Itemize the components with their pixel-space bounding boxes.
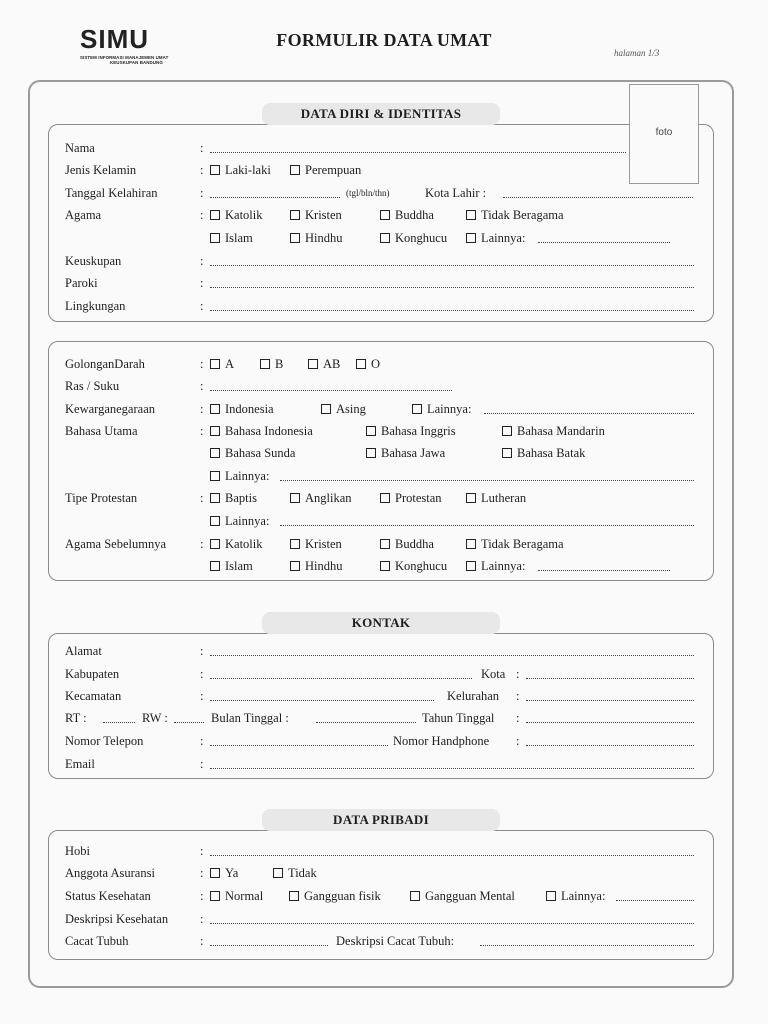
option-label: Lutheran <box>481 491 527 505</box>
checkbox[interactable] <box>210 493 220 503</box>
field-lingkungan[interactable] <box>210 310 694 311</box>
label-asuransi: Anggota Asuransi <box>65 866 155 880</box>
option-bahasa-batak[interactable] <box>502 444 585 462</box>
option-lutheran[interactable] <box>466 489 526 507</box>
checkbox[interactable] <box>546 891 556 901</box>
colon: : <box>200 866 204 880</box>
checkbox[interactable] <box>210 448 220 458</box>
checkbox[interactable] <box>502 426 512 436</box>
field-alamat[interactable] <box>210 655 694 656</box>
colon: : <box>516 711 520 725</box>
row-agama-sebelumnya <box>0 535 768 553</box>
label-telepon: Nomor Telepon <box>65 734 144 748</box>
checkbox[interactable] <box>290 561 300 571</box>
field-email[interactable] <box>210 768 694 769</box>
option-label: Baptis <box>225 491 257 505</box>
option-normal[interactable] <box>210 887 263 905</box>
option-hindhu[interactable] <box>290 229 343 247</box>
row-nama <box>0 139 768 157</box>
field-hobi[interactable] <box>210 855 694 856</box>
row-telepon <box>0 732 768 750</box>
row-ras <box>0 377 768 395</box>
option-protestan-lainnya[interactable] <box>210 512 269 530</box>
option-label: Laki-laki <box>225 163 271 177</box>
label-agama: Agama <box>65 208 102 222</box>
option-label: B <box>275 357 284 371</box>
label-rw: RW : <box>142 711 168 725</box>
field-deskripsi-cacat[interactable] <box>480 945 694 946</box>
field-protestan-lainnya[interactable] <box>280 525 694 526</box>
option-label: Lainnya: <box>427 402 472 416</box>
checkbox[interactable] <box>210 539 220 549</box>
option-label: Lainnya: <box>481 559 526 573</box>
colon: : <box>516 689 520 703</box>
colon: : <box>200 537 204 551</box>
label-keuskupan: Keuskupan <box>65 254 122 268</box>
label-nama: Nama <box>65 141 95 155</box>
field-kewarganegaraan-lainnya[interactable] <box>484 413 694 414</box>
option-label: Katolik <box>225 208 263 222</box>
checkbox[interactable] <box>290 493 300 503</box>
checkbox[interactable] <box>380 539 390 549</box>
field-kota[interactable] <box>526 678 694 679</box>
option-label: Kristen <box>305 208 342 222</box>
option-label: Hindhu <box>305 559 343 573</box>
option-label: Kristen <box>305 537 342 551</box>
row-bahasa-2 <box>0 444 768 462</box>
checkbox[interactable] <box>380 561 390 571</box>
field-kota-lahir[interactable] <box>503 197 693 198</box>
checkbox[interactable] <box>366 448 376 458</box>
row-bahasa <box>0 422 768 440</box>
section-title-contact: KONTAK <box>262 612 500 634</box>
colon: : <box>516 667 520 681</box>
option-protestan[interactable] <box>380 489 442 507</box>
checkbox[interactable] <box>210 868 220 878</box>
colon: : <box>200 734 204 748</box>
logo-text: SIMU <box>80 24 149 54</box>
colon: : <box>200 357 204 371</box>
label-deskripsi-cacat: Deskripsi Cacat Tubuh: <box>336 934 455 948</box>
colon: : <box>200 379 204 393</box>
checkbox[interactable] <box>290 165 300 175</box>
checkbox[interactable] <box>273 868 283 878</box>
option-indonesia[interactable] <box>210 400 274 418</box>
checkbox[interactable] <box>210 359 220 369</box>
label-agama-sebelumnya: Agama Sebelumnya <box>65 537 167 551</box>
option-bahasa-indonesia[interactable] <box>210 422 313 440</box>
label-tipe-protestan: Tipe Protestan <box>65 491 138 505</box>
option-gangguan-fisik[interactable] <box>289 887 381 905</box>
checkbox[interactable] <box>210 165 220 175</box>
page-number: halaman 1/3 <box>614 48 660 58</box>
checkbox[interactable] <box>210 561 220 571</box>
checkbox[interactable] <box>210 210 220 220</box>
label-cacat-tubuh: Cacat Tubuh <box>65 934 129 948</box>
field-bulan-tinggal[interactable] <box>316 722 416 723</box>
field-handphone[interactable] <box>526 745 694 746</box>
option-asing[interactable] <box>321 400 366 418</box>
label-ras: Ras / Suku <box>65 379 120 393</box>
checkbox[interactable] <box>412 404 422 414</box>
label-rt: RT : <box>65 711 87 725</box>
field-tanggal-lahir[interactable] <box>210 197 340 198</box>
field-deskripsi-kesehatan[interactable] <box>210 923 694 924</box>
option-ya[interactable] <box>210 864 238 882</box>
colon: : <box>200 912 204 926</box>
field-tahun-tinggal[interactable] <box>526 722 694 723</box>
colon: : <box>516 734 520 748</box>
colon: : <box>200 276 204 290</box>
option-tidak-beragama[interactable] <box>466 206 564 224</box>
row-kewarganegaraan <box>0 400 768 418</box>
section-title-identity: DATA DIRI & IDENTITAS <box>262 103 500 125</box>
checkbox[interactable] <box>366 426 376 436</box>
label-paroki: Paroki <box>65 276 98 290</box>
checkbox[interactable] <box>210 471 220 481</box>
option-label: Indonesia <box>225 402 274 416</box>
option-perempuan[interactable] <box>290 161 361 179</box>
field-paroki[interactable] <box>210 287 694 288</box>
row-cacat-tubuh <box>0 932 768 950</box>
option-lainnya[interactable] <box>466 229 525 247</box>
colon: : <box>200 402 204 416</box>
checkbox[interactable] <box>410 891 420 901</box>
colon: : <box>200 141 204 155</box>
option-bahasa-lainnya[interactable] <box>210 467 269 485</box>
row-tipe-protestan-2 <box>0 512 768 530</box>
option-label: O <box>371 357 381 371</box>
option-islam[interactable] <box>210 557 253 575</box>
row-alamat <box>0 642 768 660</box>
row-agama-sebelumnya-2 <box>0 557 768 575</box>
colon: : <box>200 299 204 313</box>
colon: : <box>200 254 204 268</box>
option-label: Perempuan <box>305 163 362 177</box>
option-label: Gangguan fisik <box>304 889 381 903</box>
row-email <box>0 755 768 773</box>
option-label: Islam <box>225 231 253 245</box>
option-label: Konghucu <box>395 559 448 573</box>
checkbox[interactable] <box>380 210 390 220</box>
option-label: Gangguan Mental <box>425 889 515 903</box>
option-label: AB <box>323 357 341 371</box>
option-buddha[interactable] <box>380 535 434 553</box>
option-label: Bahasa Sunda <box>225 446 296 460</box>
option-ab[interactable] <box>308 355 340 373</box>
row-paroki <box>0 274 768 292</box>
option-katolik[interactable] <box>210 206 263 224</box>
option-label: Protestan <box>395 491 442 505</box>
field-telepon[interactable] <box>210 745 388 746</box>
checkbox[interactable] <box>466 233 476 243</box>
checkbox[interactable] <box>290 233 300 243</box>
row-bahasa-3 <box>0 467 768 485</box>
checkbox[interactable] <box>356 359 366 369</box>
option-konghucu[interactable] <box>380 557 447 575</box>
form-title: FORMULIR DATA UMAT <box>276 30 492 50</box>
row-status-kesehatan <box>0 887 768 905</box>
option-tidak[interactable] <box>273 864 317 882</box>
checkbox[interactable] <box>380 493 390 503</box>
option-buddha[interactable] <box>380 206 434 224</box>
checkbox[interactable] <box>380 233 390 243</box>
option-label: Islam <box>225 559 253 573</box>
option-label: Hindhu <box>305 231 343 245</box>
field-nama[interactable] <box>210 152 626 153</box>
row-kecamatan <box>0 687 768 705</box>
option-kristen[interactable] <box>290 535 342 553</box>
label-kecamatan: Kecamatan <box>65 689 122 703</box>
row-asuransi <box>0 864 768 882</box>
option-label: Bahasa Mandarin <box>517 424 605 438</box>
option-label: Katolik <box>225 537 263 551</box>
checkbox[interactable] <box>210 404 220 414</box>
colon: : <box>200 889 204 903</box>
colon: : <box>200 491 204 505</box>
option-label: Lainnya: <box>561 889 606 903</box>
photo-label: foto <box>655 127 673 138</box>
row-lingkungan <box>0 297 768 315</box>
option-laki-laki[interactable] <box>210 161 271 179</box>
date-format-hint: (tgl/bln/thn) <box>346 188 390 198</box>
field-kecamatan[interactable] <box>210 700 434 701</box>
option-label: Bahasa Jawa <box>381 446 446 460</box>
checkbox[interactable] <box>466 561 476 571</box>
option-label: Tidak <box>288 866 317 880</box>
option-lainnya[interactable] <box>412 400 471 418</box>
row-hobi <box>0 842 768 860</box>
row-agama <box>0 206 768 224</box>
option-baptis[interactable] <box>210 489 257 507</box>
option-label: Normal <box>225 889 264 903</box>
option-label: Bahasa Indonesia <box>225 424 313 438</box>
colon: : <box>200 186 204 200</box>
option-lainnya[interactable] <box>546 887 605 905</box>
checkbox[interactable] <box>290 539 300 549</box>
colon: : <box>200 844 204 858</box>
row-jenis-kelamin <box>0 161 768 179</box>
checkbox[interactable] <box>210 233 220 243</box>
colon: : <box>200 208 204 222</box>
colon: : <box>200 667 204 681</box>
checkbox[interactable] <box>260 359 270 369</box>
label-tahun-tinggal: Tahun Tinggal <box>422 711 495 725</box>
option-kristen[interactable] <box>290 206 342 224</box>
option-lainnya[interactable] <box>466 557 525 575</box>
option-label: Bahasa Inggris <box>381 424 456 438</box>
label-jenis-kelamin: Jenis Kelamin <box>65 163 137 177</box>
colon: : <box>200 934 204 948</box>
label-hobi: Hobi <box>65 844 90 858</box>
logo-subtitle-2: KEUSKUPAN BANDUNG <box>110 60 163 65</box>
colon: : <box>200 644 204 658</box>
field-agama-sebelumnya-lainnya[interactable] <box>538 570 670 571</box>
option-label: Tidak Beragama <box>481 208 564 222</box>
field-bahasa-lainnya[interactable] <box>280 480 694 481</box>
option-tidak-beragama[interactable] <box>466 535 564 553</box>
option-bahasa-sunda[interactable] <box>210 444 295 462</box>
option-label: Konghucu <box>395 231 448 245</box>
option-label: Lainnya: <box>225 514 270 528</box>
label-status-kesehatan: Status Kesehatan <box>65 889 151 903</box>
field-kabupaten[interactable] <box>210 678 472 679</box>
field-kelurahan[interactable] <box>526 700 694 701</box>
label-alamat: Alamat <box>65 644 102 658</box>
colon: : <box>200 163 204 177</box>
label-kota: Kota <box>481 667 506 681</box>
field-rw[interactable] <box>174 722 204 723</box>
row-keuskupan <box>0 252 768 270</box>
row-deskripsi-kesehatan <box>0 910 768 928</box>
label-golongan-darah: GolonganDarah <box>65 357 145 371</box>
row-tanggal-lahir <box>0 184 768 202</box>
option-anglikan[interactable] <box>290 489 352 507</box>
label-kabupaten: Kabupaten <box>65 667 120 681</box>
field-status-lainnya[interactable] <box>616 900 694 901</box>
option-label: Buddha <box>395 537 434 551</box>
option-o[interactable] <box>356 355 380 373</box>
checkbox[interactable] <box>290 210 300 220</box>
label-kota-lahir: Kota Lahir : <box>425 186 487 200</box>
option-b[interactable] <box>260 355 283 373</box>
option-bahasa-inggris[interactable] <box>366 422 456 440</box>
label-tanggal-lahir: Tanggal Kelahiran <box>65 186 158 200</box>
checkbox[interactable] <box>502 448 512 458</box>
row-agama-2 <box>0 229 768 247</box>
option-gangguan-mental[interactable] <box>410 887 515 905</box>
checkbox[interactable] <box>466 539 476 549</box>
label-handphone: Nomor Handphone <box>393 734 490 748</box>
option-label: A <box>225 357 235 371</box>
row-tipe-protestan <box>0 489 768 507</box>
label-bulan-tinggal: Bulan Tinggal : <box>211 711 289 725</box>
option-a[interactable] <box>210 355 234 373</box>
checkbox[interactable] <box>466 210 476 220</box>
row-rt-rw <box>0 709 768 727</box>
label-kewarganegaraan: Kewarganegaraan <box>65 402 155 416</box>
option-bahasa-jawa[interactable] <box>366 444 445 462</box>
option-label: Buddha <box>395 208 434 222</box>
label-kelurahan: Kelurahan <box>447 689 500 703</box>
checkbox[interactable] <box>210 516 220 526</box>
field-ras[interactable] <box>210 390 452 391</box>
field-agama-lainnya[interactable] <box>538 242 670 243</box>
option-konghucu[interactable] <box>380 229 447 247</box>
field-cacat-tubuh[interactable] <box>210 945 328 946</box>
row-golongan-darah <box>0 355 768 373</box>
field-keuskupan[interactable] <box>210 265 694 266</box>
colon: : <box>200 689 204 703</box>
label-email: Email <box>65 757 95 771</box>
colon: : <box>200 424 204 438</box>
checkbox[interactable] <box>308 359 318 369</box>
checkbox[interactable] <box>210 891 220 901</box>
option-label: Lainnya: <box>481 231 526 245</box>
option-label: Tidak Beragama <box>481 537 564 551</box>
checkbox[interactable] <box>289 891 299 901</box>
checkbox[interactable] <box>210 426 220 436</box>
option-label: Lainnya: <box>225 469 270 483</box>
field-rt[interactable] <box>103 722 135 723</box>
option-label: Anglikan <box>305 491 352 505</box>
label-lingkungan: Lingkungan <box>65 299 126 313</box>
option-label: Ya <box>225 866 239 880</box>
checkbox[interactable] <box>321 404 331 414</box>
option-katolik[interactable] <box>210 535 263 553</box>
label-deskripsi-kesehatan: Deskripsi Kesehatan <box>65 912 169 926</box>
logo-subtitle: SISTEM INFORMASI MANAJEMEN UMAT <box>80 55 169 60</box>
label-bahasa: Bahasa Utama <box>65 424 138 438</box>
option-label: Bahasa Batak <box>517 446 586 460</box>
checkbox[interactable] <box>466 493 476 503</box>
colon: : <box>200 757 204 771</box>
option-label: Asing <box>336 402 366 416</box>
row-kabupaten <box>0 665 768 683</box>
section-title-personal: DATA PRIBADI <box>262 809 500 831</box>
option-bahasa-mandarin[interactable] <box>502 422 605 440</box>
option-hindhu[interactable] <box>290 557 343 575</box>
option-islam[interactable] <box>210 229 253 247</box>
